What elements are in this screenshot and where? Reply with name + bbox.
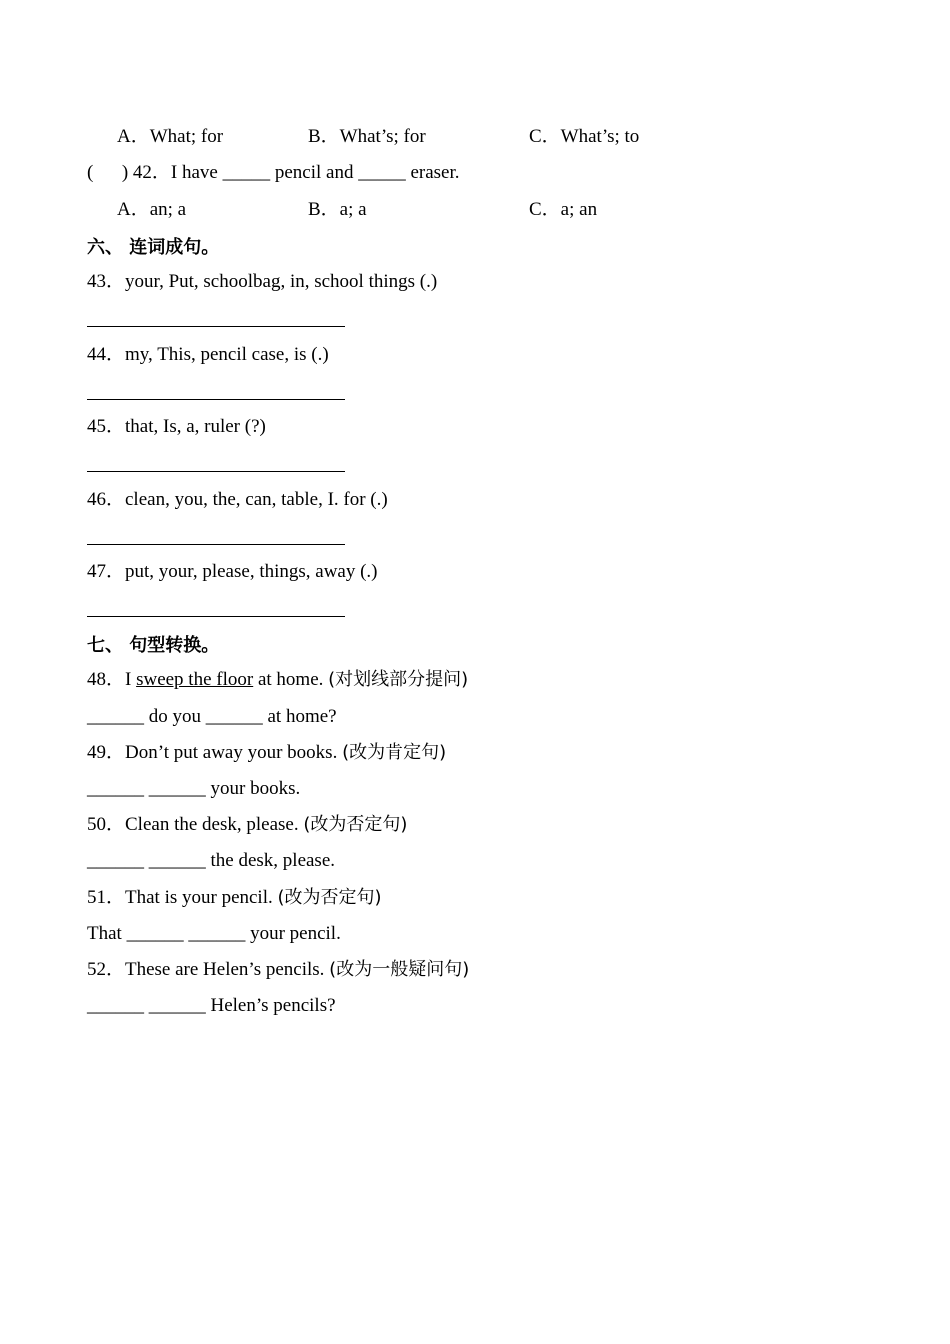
q48-underlined-phrase: sweep the floor [136, 669, 254, 690]
q48-answer[interactable]: ______ do you ______ at home? [87, 706, 337, 727]
q51-prompt [87, 886, 382, 910]
q41-option-a: A．What; for [117, 126, 224, 147]
q50-answer[interactable]: ______ ______ the desk, please. [87, 850, 336, 871]
section6-title: 六、 连词成句。 [87, 237, 220, 258]
q50-prompt [87, 813, 407, 837]
q49-prompt [87, 741, 446, 765]
q49-note: (改为肯定句) [342, 742, 447, 763]
q44-prompt: 44．my, This, pencil case, is (.) [87, 344, 329, 365]
q51-text: 51．That is your pencil. [87, 887, 278, 908]
q52-text: 52．These are Helen’s pencils. [87, 959, 330, 980]
q47-answer-line[interactable] [87, 616, 345, 617]
q45-prompt: 45．that, Is, a, ruler (?) [87, 416, 266, 437]
q52-note: (改为一般疑问句) [329, 959, 470, 980]
q49-answer[interactable]: ______ ______ your books. [87, 778, 301, 799]
section7-title: 七、 句型转换。 [87, 635, 220, 656]
q52-answer[interactable]: ______ ______ Helen’s pencils? [87, 995, 336, 1016]
q48-pre: 48．I [87, 669, 137, 690]
q46-prompt: 46．clean, you, the, can, table, I. for (.) [87, 489, 388, 510]
q51-answer[interactable]: That ______ ______ your pencil. [87, 923, 341, 944]
q52-prompt [87, 958, 469, 982]
q42-option-b: B．a; a [308, 199, 367, 220]
q41-option-b: B．What’s; for [308, 126, 426, 147]
q48-prompt [87, 668, 468, 692]
q48-post: at home. [253, 669, 329, 690]
q50-text: 50．Clean the desk, please. [87, 814, 304, 835]
q44-answer-line[interactable] [87, 399, 345, 400]
q46-answer-line[interactable] [87, 544, 345, 545]
q50-note: (改为否定句) [303, 814, 408, 835]
q51-note: (改为否定句) [277, 887, 382, 908]
q42-option-c: C．a; an [529, 199, 598, 220]
q43-prompt: 43．your, Put, schoolbag, in, school things (.) [87, 271, 438, 292]
q49-text: 49．Don’t put away your books. [87, 742, 343, 763]
q43-answer-line[interactable] [87, 326, 345, 327]
q48-note: (对划线部分提问) [328, 669, 469, 690]
q45-answer-line[interactable] [87, 471, 345, 472]
q42-option-a: A．an; a [117, 199, 187, 220]
q47-prompt: 47．put, your, please, things, away (.) [87, 561, 378, 582]
q42-question: ( ) 42．I have _____ pencil and _____ eraser. [87, 162, 460, 183]
q41-option-c: C．What’s; to [529, 126, 640, 147]
